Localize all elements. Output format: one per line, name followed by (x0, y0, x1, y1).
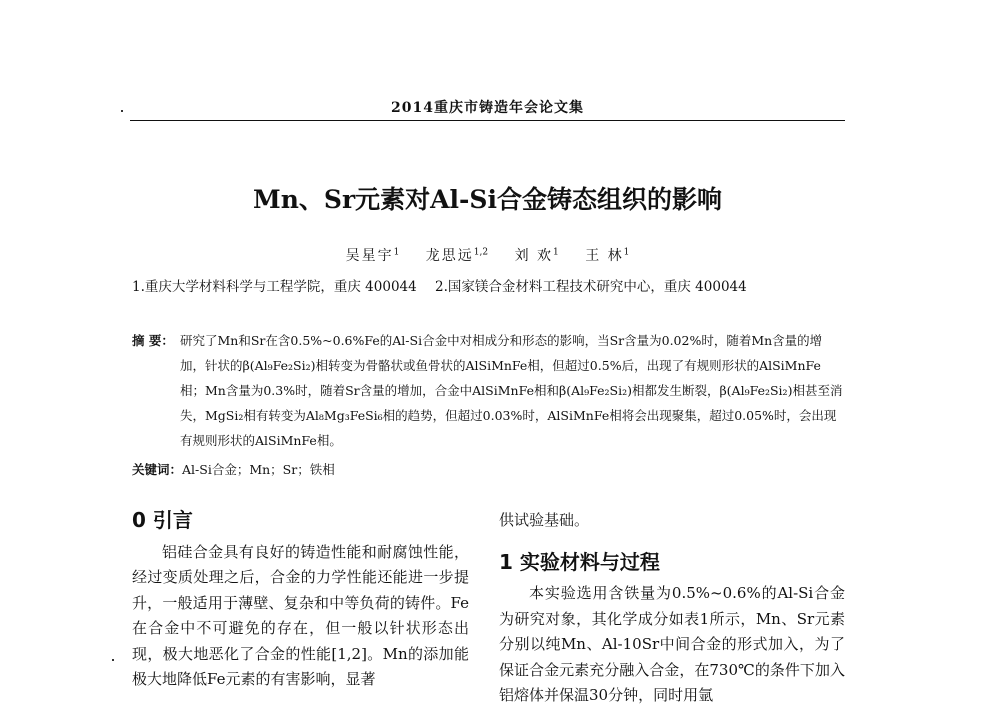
keywords-text: Al-Si合金；Mn；Sr；铁相 (182, 462, 335, 477)
keywords-label: 关键词： (132, 462, 183, 477)
section-heading: 0 引言 (132, 508, 193, 532)
author: 王 林$^1$ (585, 247, 630, 264)
right-column (499, 508, 845, 709)
abstract-text: 研究了Mn和Sr在含0.5%~0.6%Fe的Al-Si合金中对相成分和形态的影响，当Sr含量为0.02%时，随着Mn含量的增加，针状的β(Al₉Fe₂Si₂)相转变为骨骼状或鱼骨状的AlSiMnFe相，但超过0.5%后，出现了有规则形状的AlSiMnFe相；Mn含量为0.3%时，随着Sr含量的增加，合金中AlSiMnFe相和β(Al₉Fe₂Si₂)相都发生断裂，β(Al₉Fe₂Si₂)相甚至消失，MgSi₂相有转变为Al₈Mg₃FeSi₆相的趋势，但超过0.03%时，AlSiMnFe相将会出现聚集，超过0.05%时，会出现有规则形状的AlSiMnFe相。 (180, 333, 843, 448)
author: 龙思远$^{1,2}$ (425, 247, 489, 264)
affiliation: 1.重庆大学材料科学与工程学院，重庆 400044 (132, 279, 417, 295)
body-paragraph: 本实验选用含铁量为0.5%~0.6%的Al-Si合金为研究对象，其化学成分如表1所示，Mn、Sr元素分别以纯Mn、Al-10Sr中间合金的形式加入，为了保证合金元素充分融入合金，在730℃的条件下加入铝熔体并保温30分钟，同时用氩 (499, 584, 845, 704)
body-paragraph-continuation: 供试验基础。 (499, 511, 590, 529)
scan-speck (121, 110, 123, 112)
abstract-label: 摘 要： (132, 333, 174, 348)
paper-title: Mn、Sr元素对Al-Si合金铸态组织的影响 (253, 185, 722, 214)
author: 刘 欢$^1$ (514, 247, 559, 264)
author-list (130, 245, 845, 265)
scan-speck (112, 659, 114, 661)
section-heading: 1 实验材料与过程 (499, 549, 660, 574)
header-rule (130, 120, 845, 121)
affiliation: 2.国家镁合金材料工程技术研究中心，重庆 400044 (435, 279, 747, 295)
left-column (132, 508, 469, 693)
running-header: 2014重庆市铸造年会论文集 (391, 100, 584, 116)
author: 吴星宇$^1$ (345, 247, 400, 264)
keywords (132, 460, 844, 478)
affiliations (132, 275, 852, 295)
abstract (132, 328, 844, 453)
body-paragraph: 铝硅合金具有良好的铸造性能和耐腐蚀性能，经过变质处理之后，合金的力学性能还能进一步提升，一般适用于薄壁、复杂和中等负荷的铸件。Fe在合金中不可避免的存在，但一般以针状形态出现，极大地恶化了合金的性能[1,2]。Mn的添加能极大地降低Fe元素的有害影响，显著 (132, 542, 469, 688)
